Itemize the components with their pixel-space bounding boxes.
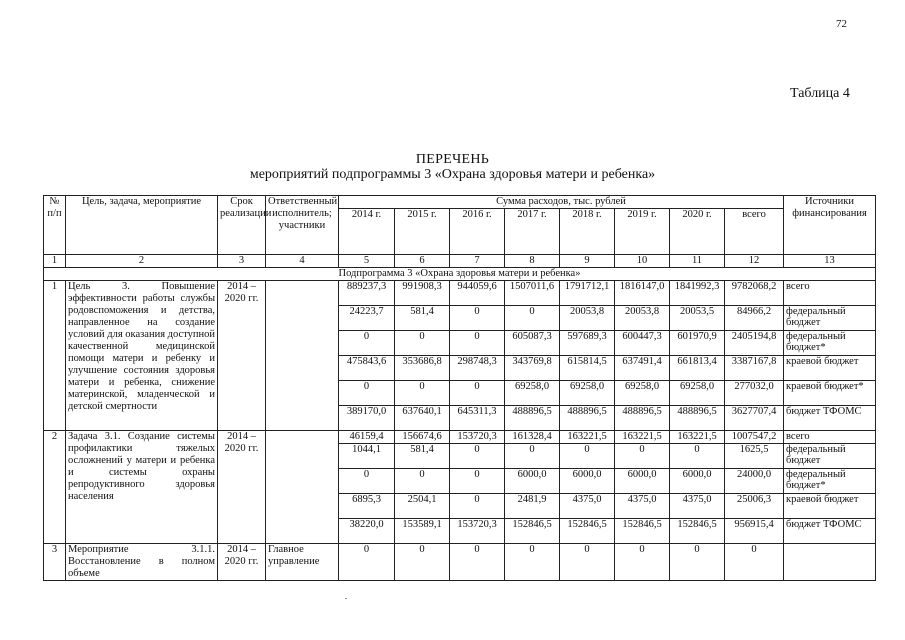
value-cell: 0 (339, 544, 395, 581)
value-cell: 581,4 (395, 306, 450, 331)
value-cell: 389170,0 (339, 406, 395, 431)
column-number: 11 (670, 255, 725, 268)
value-cell: 0 (339, 331, 395, 356)
header-sources: Источники финансирования (784, 196, 876, 255)
funding-source: федеральный бюджет (784, 444, 876, 469)
value-cell: 488896,5 (670, 406, 725, 431)
value-cell: 69258,0 (505, 381, 560, 406)
value-cell: 152846,5 (560, 519, 615, 544)
funding-source: федеральный бюджет* (784, 469, 876, 494)
row-responsible (266, 281, 339, 431)
column-number: 2 (66, 255, 218, 268)
value-cell: 0 (395, 331, 450, 356)
value-cell: 645311,3 (450, 406, 505, 431)
table-label: Таблица 4 (790, 86, 850, 101)
value-cell: 0 (450, 444, 505, 469)
header-year: 2016 г. (450, 209, 505, 255)
value-cell: 156674,6 (395, 431, 450, 444)
value-cell: 152846,5 (505, 519, 560, 544)
value-cell: 46159,4 (339, 431, 395, 444)
value-cell: 1791712,1 (560, 281, 615, 306)
header-year: 2018 г. (560, 209, 615, 255)
value-cell: 20053,5 (670, 306, 725, 331)
funding-source: бюджет ТФОМС (784, 406, 876, 431)
value-cell: 0 (670, 544, 725, 581)
document-title: ПЕРЕЧЕНЬ (415, 152, 490, 167)
funding-source: всего (784, 281, 876, 306)
value-cell: 0 (560, 544, 615, 581)
table-row (44, 281, 876, 306)
value-cell: 0 (450, 494, 505, 519)
value-cell: 1816147,0 (615, 281, 670, 306)
column-number: 5 (339, 255, 395, 268)
value-cell: 20053,8 (560, 306, 615, 331)
value-cell: 69258,0 (560, 381, 615, 406)
value-cell: 0 (450, 331, 505, 356)
value-cell: 6000,0 (670, 469, 725, 494)
column-number: 6 (395, 255, 450, 268)
header-year: 2020 г. (670, 209, 725, 255)
header-year: 2014 г. (339, 209, 395, 255)
value-cell: 4375,0 (670, 494, 725, 519)
value-cell: 163221,5 (560, 431, 615, 444)
row-term: 2014 – 2020 гг. (218, 544, 266, 581)
funding-source: всего (784, 431, 876, 444)
value-cell: 163221,5 (615, 431, 670, 444)
value-cell: 0 (505, 544, 560, 581)
value-cell: 152846,5 (615, 519, 670, 544)
page-number: 72 (836, 18, 847, 30)
value-cell: 488896,5 (560, 406, 615, 431)
value-cell: 343769,8 (505, 356, 560, 381)
value-cell: 637491,4 (615, 356, 670, 381)
value-cell: 0 (450, 544, 505, 581)
total-cell: 24000,0 (725, 469, 784, 494)
funding-source (784, 544, 876, 581)
value-cell: 6895,3 (339, 494, 395, 519)
header-sum: Сумма расходов, тыс. рублей (339, 196, 784, 209)
value-cell: 1841992,3 (670, 281, 725, 306)
value-cell: 1507011,6 (505, 281, 560, 306)
value-cell: 488896,5 (615, 406, 670, 431)
value-cell: 0 (395, 469, 450, 494)
value-cell: 0 (339, 381, 395, 406)
value-cell: 4375,0 (560, 494, 615, 519)
value-cell: 0 (670, 444, 725, 469)
total-cell: 2405194,8 (725, 331, 784, 356)
header-goal: Цель, задача, мероприятие (66, 196, 218, 255)
value-cell: 1044,1 (339, 444, 395, 469)
total-cell: 84966,2 (725, 306, 784, 331)
column-number: 13 (784, 255, 876, 268)
value-cell: 353686,8 (395, 356, 450, 381)
table-row (44, 544, 876, 581)
funding-source: бюджет ТФОМС (784, 519, 876, 544)
column-number: 3 (218, 255, 266, 268)
value-cell: 488896,5 (505, 406, 560, 431)
value-cell: 298748,3 (450, 356, 505, 381)
value-cell: 991908,3 (395, 281, 450, 306)
funding-source: федеральный бюджет* (784, 331, 876, 356)
column-number: 1 (44, 255, 66, 268)
funding-source: краевой бюджет* (784, 381, 876, 406)
value-cell: 475843,6 (339, 356, 395, 381)
value-cell: 152846,5 (670, 519, 725, 544)
subprogram-row (44, 268, 876, 281)
total-cell: 3387167,8 (725, 356, 784, 381)
value-cell: 6000,0 (560, 469, 615, 494)
value-cell: 163221,5 (670, 431, 725, 444)
scan-speck (345, 598, 347, 599)
total-cell: 277032,0 (725, 381, 784, 406)
value-cell: 0 (339, 469, 395, 494)
value-cell: 161328,4 (505, 431, 560, 444)
row-description: Цель 3. Повышение эффективности работы службы родовспоможения и детства, направленное на создание условий для оказания доступной качественной медицинской помощи матери и ребенку и улучшение состояния здоровья матери и ребенка, снижение материнской, младенческой и детской смертности (66, 281, 218, 431)
value-cell: 24223,7 (339, 306, 395, 331)
value-cell: 38220,0 (339, 519, 395, 544)
value-cell: 4375,0 (615, 494, 670, 519)
value-cell: 2504,1 (395, 494, 450, 519)
header-year: 2017 г. (505, 209, 560, 255)
value-cell: 0 (450, 469, 505, 494)
value-cell: 0 (395, 544, 450, 581)
header-term: Срок реализации (218, 196, 266, 255)
total-cell: 25006,3 (725, 494, 784, 519)
total-cell: 0 (725, 544, 784, 581)
value-cell: 597689,3 (560, 331, 615, 356)
value-cell: 0 (395, 381, 450, 406)
column-number: 7 (450, 255, 505, 268)
total-cell: 1007547,2 (725, 431, 784, 444)
value-cell: 0 (615, 544, 670, 581)
value-cell: 615814,5 (560, 356, 615, 381)
value-cell: 153589,1 (395, 519, 450, 544)
funding-source: краевой бюджет (784, 494, 876, 519)
value-cell: 0 (450, 381, 505, 406)
document-subtitle: мероприятий подпрограммы 3 «Охрана здоровья матери и ребенка» (249, 167, 656, 182)
value-cell: 153720,3 (450, 519, 505, 544)
value-cell: 944059,6 (450, 281, 505, 306)
row-responsible (266, 431, 339, 544)
value-cell: 0 (560, 444, 615, 469)
expenditure-table (43, 195, 876, 581)
row-description: Мероприятие 3.1.1. Восстановление в полном объеме (66, 544, 218, 581)
row-term: 2014 – 2020 гг. (218, 281, 266, 431)
funding-source: краевой бюджет (784, 356, 876, 381)
row-responsible: Главное управление (266, 544, 339, 581)
row-term: 2014 – 2020 гг. (218, 431, 266, 544)
value-cell: 6000,0 (505, 469, 560, 494)
column-number: 12 (725, 255, 784, 268)
value-cell: 637640,1 (395, 406, 450, 431)
row-number: 2 (44, 431, 66, 544)
value-cell: 0 (505, 444, 560, 469)
value-cell: 153720,3 (450, 431, 505, 444)
header-responsible: Ответственный исполнитель; участники (266, 196, 339, 255)
total-cell: 9782068,2 (725, 281, 784, 306)
row-description: Задача 3.1. Создание системы профилактики тяжелых осложнений у матери и ребенка и системы охраны репродуктивного здоровья населения (66, 431, 218, 544)
row-number: 1 (44, 281, 66, 431)
subprogram-title: Подпрограмма 3 «Охрана здоровья матери и ребенка» (44, 268, 876, 281)
total-cell: 956915,4 (725, 519, 784, 544)
header-year: 2015 г. (395, 209, 450, 255)
value-cell: 6000,0 (615, 469, 670, 494)
value-cell: 889237,3 (339, 281, 395, 306)
value-cell: 20053,8 (615, 306, 670, 331)
column-number: 10 (615, 255, 670, 268)
value-cell: 661813,4 (670, 356, 725, 381)
funding-source: федеральный бюджет (784, 306, 876, 331)
total-cell: 1625,5 (725, 444, 784, 469)
header-num: № п/п (44, 196, 66, 255)
column-number: 9 (560, 255, 615, 268)
value-cell: 600447,3 (615, 331, 670, 356)
row-number: 3 (44, 544, 66, 581)
value-cell: 0 (615, 444, 670, 469)
value-cell: 605087,3 (505, 331, 560, 356)
column-number-row (44, 255, 876, 268)
column-number: 4 (266, 255, 339, 268)
value-cell: 69258,0 (670, 381, 725, 406)
value-cell: 581,4 (395, 444, 450, 469)
value-cell: 69258,0 (615, 381, 670, 406)
total-cell: 3627707,4 (725, 406, 784, 431)
value-cell: 2481,9 (505, 494, 560, 519)
value-cell: 0 (505, 306, 560, 331)
value-cell: 601970,9 (670, 331, 725, 356)
table-row (44, 431, 876, 444)
header-year: 2019 г. (615, 209, 670, 255)
header-total: всего (725, 209, 784, 255)
column-number: 8 (505, 255, 560, 268)
value-cell: 0 (450, 306, 505, 331)
